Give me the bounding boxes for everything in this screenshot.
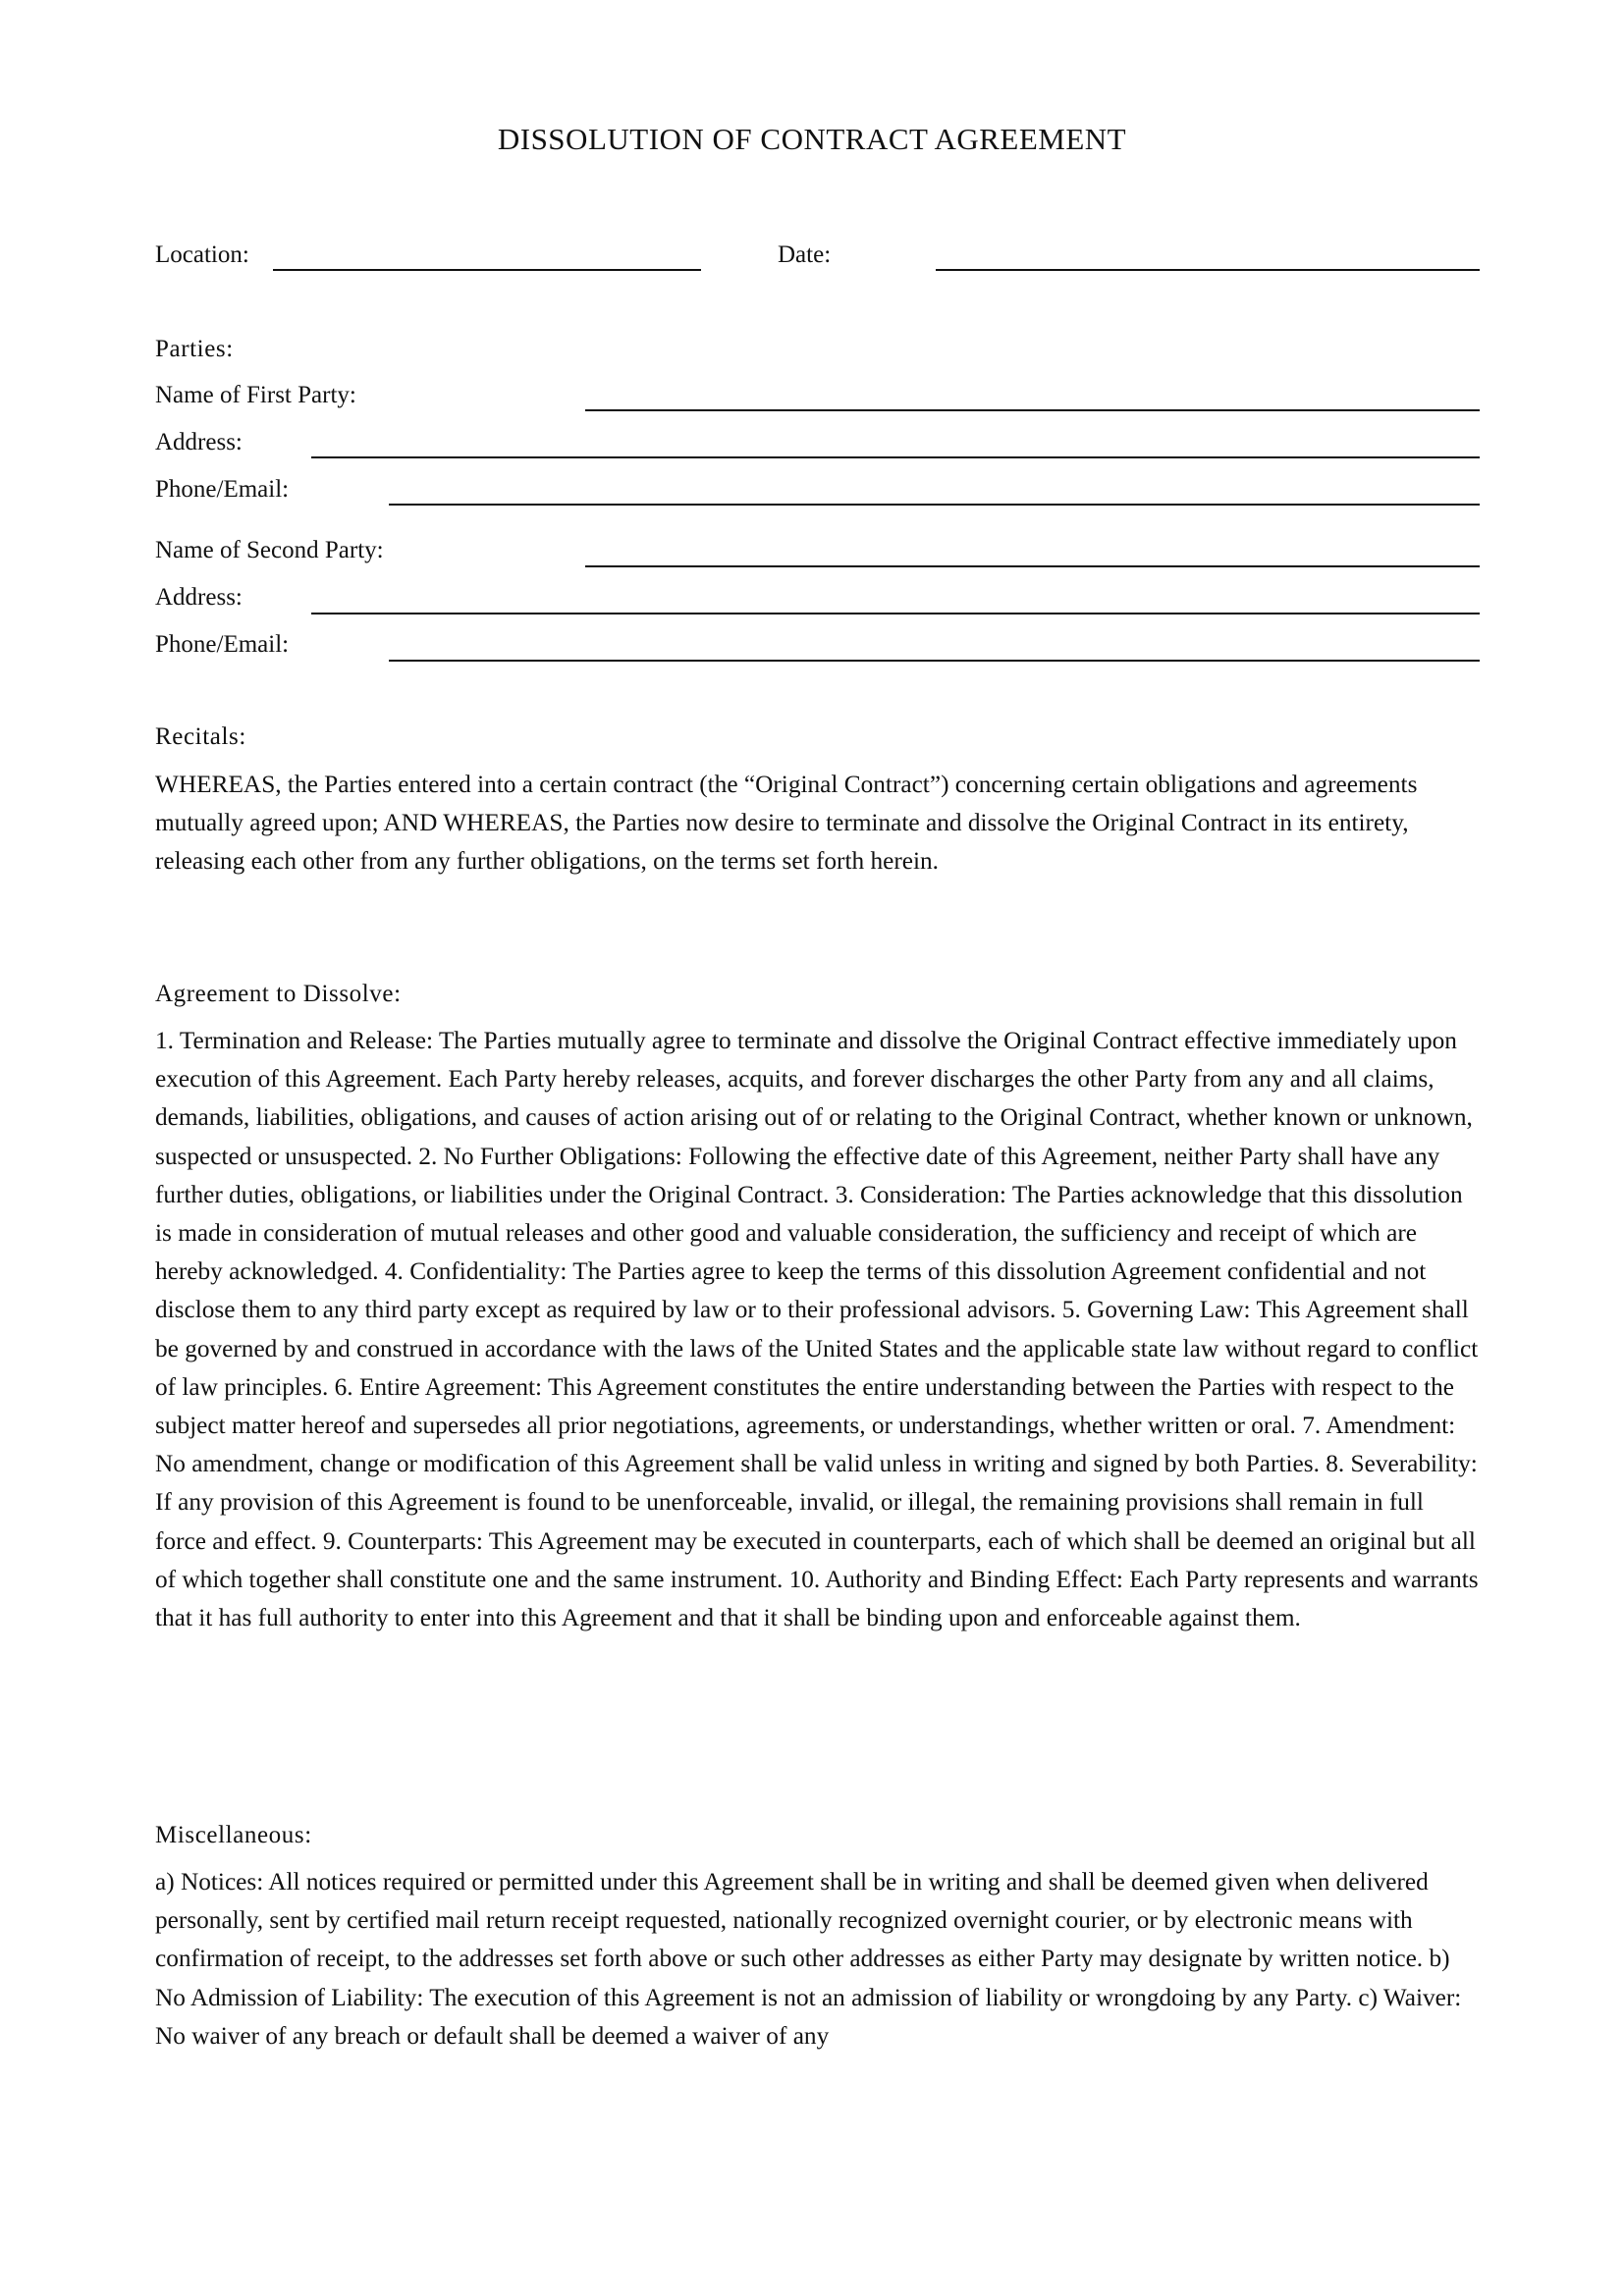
- second-party-name-field[interactable]: [585, 565, 1480, 567]
- second-party-contact-label: Phone/Email:: [155, 631, 290, 658]
- first-party-name-label: Name of First Party:: [155, 382, 356, 408]
- first-party-address-label: Address:: [155, 429, 243, 455]
- miscellaneous-heading: Miscellaneous:: [155, 1822, 312, 1848]
- location-field[interactable]: [273, 269, 701, 271]
- date-label: Date:: [778, 241, 832, 268]
- agreement-heading: Agreement to Dissolve:: [155, 981, 402, 1007]
- document-title: DISSOLUTION OF CONTRACT AGREEMENT: [497, 122, 1127, 156]
- recitals-heading: Recitals:: [155, 723, 246, 750]
- first-party-contact-field[interactable]: [389, 504, 1480, 506]
- date-field[interactable]: [936, 269, 1480, 271]
- parties-heading: Parties:: [155, 336, 234, 362]
- first-party-contact-label: Phone/Email:: [155, 476, 290, 503]
- agreement-text: 1. Termination and Release: The Parties mutually agree to terminate and dissolve the Original Contract effective immediately upon execution of this Agreement. Each Party hereby releases, acquits, and forever discharges the other Party from any and all claims, demands, liabilities, obligations, and causes of action arising out of or relating to the Original Contract, whether known or unknown, suspected or unsuspected. 2. No Further Obligations: Following the effective date of this Agreement, neither Party shall have any further duties, obligations, or liabilities under the Original Contract. 3. Consideration: The Parties acknowledge that this dissolution is made in consideration of mutual releases and other good and valuable consideration, the sufficiency and receipt of which are hereby acknowledged. 4. Confidentiality: The Parties agree to keep the terms of this dissolution Agreement confidential and not disclose them to any third party except as required by law or to their professional advisors. 5. Governing Law: This Agreement shall be governed by and construed in accordance with the laws of the United States and the applicable state law without regard to conflict of law principles. 6. Entire Agreement: This Agreement constitutes the entire understanding between the Parties with respect to the subject matter hereof and supersedes all prior negotiations, agreements, or understandings, whether written or oral. 7. Amendment: No amendment, change or modification of this Agreement shall be valid unless in writing and signed by both Parties. 8. Severability: If any provision of this Agreement is found to be unenforceable, invalid, or illegal, the remaining provisions shall remain in full force and effect. 9. Counterparts: This Agreement may be executed in counterparts, each of which shall be deemed an original but all of which together shall constitute one and the same instrument. 10. Authority and Binding Effect: Each Party represents and warrants that it has full authority to enter into this Agreement and that it shall be binding upon and enforceable against them.: [155, 1027, 1479, 1632]
- second-party-contact-field[interactable]: [389, 660, 1480, 662]
- first-party-name-field[interactable]: [585, 409, 1480, 411]
- second-party-address-label: Address:: [155, 584, 243, 611]
- first-party-address-field[interactable]: [311, 456, 1480, 458]
- location-label: Location:: [155, 241, 249, 268]
- second-party-address-field[interactable]: [311, 613, 1480, 614]
- second-party-name-label: Name of Second Party:: [155, 537, 384, 563]
- recitals-text: WHEREAS, the Parties entered into a certain contract (the “Original Contract”) concerning certain obligations and agreements mutually agreed upon; AND WHEREAS, the Parties now desire to terminate and dissolve the Original Contract in its entirety, releasing each other from any further obligations, on the terms set forth herein.: [155, 771, 1418, 876]
- miscellaneous-text: a) Notices: All notices required or permitted under this Agreement shall be in writing and shall be deemed given when delivered personally, sent by certified mail return receipt requested, nationally recognized overnight courier, or by electronic means with confirmation of receipt, to the addresses set forth above or such other addresses as either Party may designate by written notice. b) No Admission of Liability: The execution of this Agreement is not an admission of liability or wrongdoing by any Party. c) Waiver: No waiver of any breach or default shall be deemed a waiver of any: [155, 1868, 1462, 2050]
